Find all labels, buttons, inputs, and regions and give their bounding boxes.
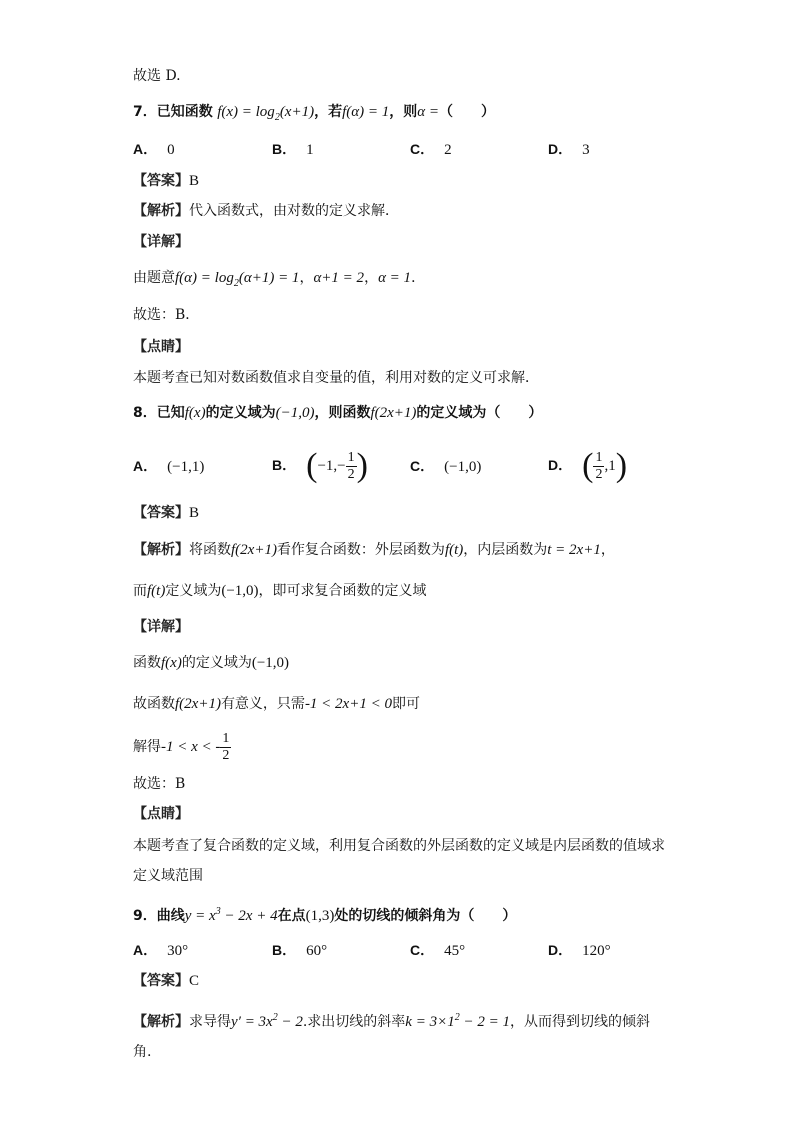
option-text: (−1,0): [444, 459, 482, 475]
formula-part: (x+1): [279, 104, 315, 120]
formula: t = 2x+1: [547, 542, 601, 558]
numerator: 1: [222, 730, 230, 746]
option-text: 60°: [306, 943, 328, 959]
option-label: B．: [272, 942, 297, 958]
formula: f(2x+1): [175, 696, 221, 712]
formula-part: f(x) = log: [217, 104, 275, 120]
formula-part: − 2x + 4: [220, 908, 278, 924]
formula-part: − 2 = 1: [459, 1014, 510, 1030]
option-b[interactable]: [272, 139, 314, 160]
detail-line-2: [133, 694, 420, 714]
option-label: A．: [133, 458, 158, 474]
superscript: 2: [454, 1012, 460, 1023]
analysis-text: ，即可求复合函数的定义域: [258, 583, 427, 599]
analysis-text: ，从而得到切线的倾斜: [509, 1014, 650, 1030]
option-label: B．: [272, 457, 297, 473]
option-d[interactable]: [548, 940, 611, 961]
option-a[interactable]: [133, 940, 188, 961]
formula-part: − 2: [277, 1014, 303, 1030]
right-paren: ): [356, 447, 368, 484]
detail-text: 由题意: [133, 270, 175, 286]
stem-text: 曲线: [156, 908, 185, 924]
option-text: 30°: [167, 943, 189, 959]
formula: α = 1: [378, 270, 412, 286]
option-text: (−1,1): [167, 459, 205, 475]
superscript: 3: [215, 906, 221, 917]
detail-text: 有意义，只需: [220, 696, 305, 712]
answer-value: C: [189, 973, 200, 989]
answer-tag: 【答案】: [133, 505, 189, 521]
answer-line: [133, 171, 199, 191]
option-c[interactable]: [410, 456, 481, 477]
left-paren: (: [306, 447, 318, 484]
option-text: ,1: [604, 458, 616, 474]
stem-text: （ ）: [439, 104, 495, 120]
option-label: A．: [133, 942, 158, 958]
analysis-tag: 【解析】: [133, 1014, 189, 1030]
question-8-stem: [133, 403, 542, 423]
option-label: C．: [410, 458, 435, 474]
option-text: 1: [306, 142, 314, 158]
analysis-text: 看作复合函数：外层函数为: [276, 542, 445, 558]
stem-text: 在点: [277, 908, 306, 924]
formula: [231, 1014, 303, 1030]
analysis-line-2: [133, 581, 427, 601]
analysis-text: .求出切线的斜率: [302, 1014, 406, 1030]
formula: f(t): [444, 542, 464, 558]
subscript: 2: [274, 112, 280, 123]
detail-text: 函数: [133, 655, 161, 671]
formula: -1 < 2x+1 < 0: [304, 696, 392, 712]
question-9-stem: [133, 902, 516, 926]
numerator: 1: [347, 449, 355, 465]
separator: ，: [364, 270, 379, 286]
option-text: 2: [444, 142, 452, 158]
answer-value: B: [189, 505, 200, 521]
fraction: [593, 450, 604, 483]
left-paren: (: [582, 447, 594, 484]
denominator: 2: [347, 466, 355, 482]
question-number: 9．: [133, 908, 157, 924]
formula: [175, 270, 300, 289]
comment-text-2: 定义域范围: [133, 868, 203, 884]
formula: f(t): [147, 583, 166, 599]
comment-tag: [133, 804, 189, 824]
fraction: [220, 731, 231, 764]
superscript: 2: [272, 1012, 278, 1023]
analysis-line: [133, 201, 399, 221]
formula: f(2x+1): [231, 542, 277, 558]
analysis-text: 定义域为: [165, 583, 222, 599]
formula: [217, 104, 315, 123]
detail-text: 的定义域为: [181, 655, 252, 671]
denominator: 2: [595, 466, 603, 482]
answer-tag: 【答案】: [133, 173, 189, 189]
detail-text: 故函数: [133, 696, 175, 712]
denominator: 2: [222, 747, 230, 763]
analysis-text: 求导得: [189, 1014, 231, 1030]
option-a[interactable]: [133, 456, 204, 477]
analysis-text: 代入函数式，由对数的定义求解．: [189, 203, 399, 219]
detail-line-1: [133, 653, 289, 673]
formula: α =: [417, 104, 439, 120]
formula: (−1,0): [221, 583, 259, 599]
choose-line: 故选：B: [133, 776, 186, 792]
formula-part: y′ = 3x: [231, 1014, 273, 1030]
separator: ，: [299, 270, 314, 286]
option-c[interactable]: [410, 139, 452, 160]
choose-line: 故选：B．: [133, 307, 200, 323]
option-d[interactable]: [548, 445, 627, 486]
analysis-tag: 【解析】: [133, 542, 189, 558]
formula-part: y = x: [184, 908, 216, 924]
formula: f(x): [161, 655, 182, 671]
formula: (−1,0): [275, 405, 315, 421]
subscript: 2: [233, 278, 239, 289]
option-text: −1,−: [317, 458, 346, 474]
question-number: 7．: [133, 104, 157, 120]
option-text: 3: [582, 142, 590, 158]
stem-text: ，则函数: [314, 405, 371, 421]
detail-tag: [133, 617, 189, 637]
analysis-text: ，内层函数为: [463, 542, 548, 558]
analysis-line-2: 角.: [133, 1044, 152, 1060]
option-label: D．: [548, 457, 573, 473]
question-number: 8．: [133, 405, 157, 421]
option-label: A．: [133, 141, 158, 157]
right-paren: ): [615, 447, 628, 484]
detail-text: 即可: [391, 696, 420, 712]
comment-tag: [133, 337, 189, 357]
option-text: 120°: [582, 943, 611, 959]
option-d[interactable]: [548, 139, 590, 160]
fraction: [346, 450, 357, 483]
comment-text: 本题考查已知对数函数值求自变量的值，利用对数的定义可求解．: [133, 370, 539, 386]
formula: [405, 1014, 510, 1030]
detail-tag: [133, 232, 189, 252]
analysis-tag: 【解析】: [133, 203, 189, 219]
stem-text: 已知函数: [156, 104, 213, 120]
numerator: 1: [595, 449, 603, 465]
option-label: C．: [410, 141, 435, 157]
option-label: B．: [272, 141, 297, 157]
stem-text: ，则: [389, 104, 418, 120]
question-7-stem: [133, 102, 495, 128]
detail-text: ．: [411, 270, 426, 286]
comment-tag-text: 【点睛】: [133, 806, 189, 822]
option-label: D．: [548, 942, 573, 958]
analysis-line-1: [133, 1008, 650, 1032]
detail-tag-text: 【详解】: [133, 234, 189, 250]
formula: f(x): [184, 405, 206, 421]
formula: (1,3): [305, 908, 335, 924]
option-b[interactable]: [272, 940, 327, 961]
formula-part: (α+1) = 1: [238, 270, 300, 286]
formula: [185, 908, 278, 924]
option-text: 45°: [444, 943, 466, 959]
stem-text: ，若: [314, 104, 343, 120]
previous-answer-choice: 故选 D.: [133, 68, 181, 84]
formula: -1 < x < -: [161, 739, 221, 755]
analysis-text: ，: [600, 542, 615, 558]
analysis-text: 将函数: [189, 542, 231, 558]
answer-tag: 【答案】: [133, 973, 189, 989]
answer-value: B: [189, 173, 200, 189]
stem-text: 已知: [156, 405, 185, 421]
answer-line: [133, 971, 199, 991]
detail-line: [133, 268, 425, 294]
stem-text: 的定义域为（ ）: [416, 405, 543, 421]
option-label: D．: [548, 141, 573, 157]
comment-text-1: 本题考查了复合函数的定义域，利用复合函数的外层函数的定义域是内层函数的值域求: [133, 838, 665, 854]
formula-part: f(α) = log: [175, 270, 234, 286]
analysis-text: 而: [133, 583, 147, 599]
answer-line: [133, 503, 199, 523]
detail-line-3: [133, 728, 231, 766]
detail-text: 解得: [133, 739, 161, 755]
stem-text: 的定义域为: [205, 405, 276, 421]
analysis-line-1: [133, 540, 615, 560]
formula: f(α) = 1: [342, 104, 390, 120]
formula-part: k = 3×1: [405, 1014, 455, 1030]
formula: (−1,0): [251, 655, 290, 671]
formula: f(2x+1): [370, 405, 417, 421]
option-label: C．: [410, 942, 435, 958]
option-text: 0: [167, 142, 175, 158]
formula: α+1 = 2: [313, 270, 365, 286]
option-b[interactable]: [272, 445, 368, 486]
comment-tag-text: 【点睛】: [133, 339, 189, 355]
stem-text: 处的切线的倾斜角为（ ）: [334, 908, 517, 924]
option-a[interactable]: [133, 139, 175, 160]
option-c[interactable]: [410, 940, 465, 961]
detail-tag-text: 【详解】: [133, 619, 189, 635]
